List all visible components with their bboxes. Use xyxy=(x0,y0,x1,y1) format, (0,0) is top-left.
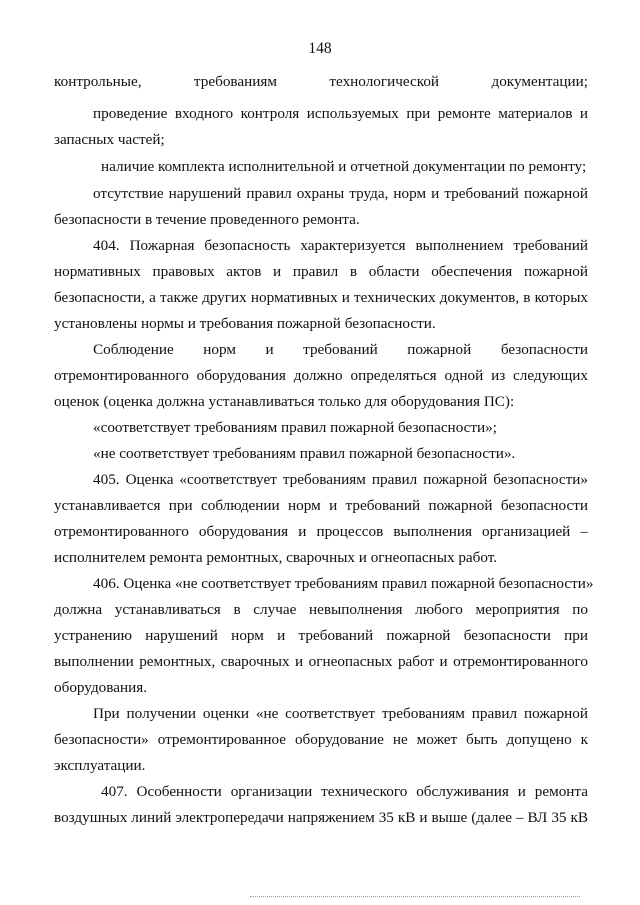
text-line: 405. Оценка «соответствует требованиям правил пожарной безопасности» xyxy=(93,471,588,488)
text-line: исполнителем ремонта ремонтных, сварочных и огнеопасных работ. xyxy=(54,549,498,566)
text-line: контрольные, требованиям технологической документации; xyxy=(54,73,588,90)
text-line: 406. Оценка «не соответствует требованиям правил пожарной безопасности» xyxy=(93,575,594,592)
text-line: 404. Пожарная безопасность характеризуется выполнением требований xyxy=(93,237,588,254)
text-line: безопасности в течение проведенного ремонта. xyxy=(54,211,360,228)
text-line: При получении оценки «не соответствует требованиям правил пожарной xyxy=(93,705,588,722)
text-line: безопасности, а также других нормативных и технических документов, в которых xyxy=(54,289,588,306)
text-line: проведение входного контроля используемых при ремонте материалов и xyxy=(93,105,588,122)
text-line: оборудования. xyxy=(54,679,148,696)
text-line: устранению нарушений норм и требований пожарной безопасности при xyxy=(54,627,588,644)
text-line: Соблюдение норм и требований пожарной безопасности xyxy=(93,341,588,358)
text-line: выполнении ремонтных, сварочных и огнеопасных работ и отремонтированного xyxy=(54,653,588,670)
text-line: должна устанавливаться в случае невыполнения любого мероприятия по xyxy=(54,601,588,618)
text-line: отсутствие нарушений правил охраны труда, норм и требований пожарной xyxy=(93,185,588,202)
text-line: безопасности» отремонтированное оборудование не может быть допущено к xyxy=(54,731,588,748)
text-line: наличие комплекта исполнительной и отчетной документации по ремонту; xyxy=(101,158,587,175)
text-line: воздушных линий электропередачи напряжением 35 кВ и выше (далее – ВЛ 35 кВ xyxy=(54,809,588,826)
page-number: 148 xyxy=(308,40,332,57)
text-line: оценок (оценка должна устанавливаться только для оборудования ПС): xyxy=(54,393,515,410)
text-line: «не соответствует требованиям правил пожарной безопасности». xyxy=(93,445,516,462)
text-line: нормативных правовых актов и правил в области обеспечения пожарной xyxy=(54,263,588,280)
text-line: устанавливается при соблюдении норм и требований пожарной безопасности xyxy=(54,497,588,514)
text-line: «соответствует требованиям правил пожарной безопасности»; xyxy=(93,419,497,436)
text-line: 407. Особенности организации технического обслуживания и ремонта xyxy=(101,783,588,800)
text-line: отремонтированного оборудования должно определяться одной из следующих xyxy=(54,367,588,384)
text-line: установлены нормы и требования пожарной безопасности. xyxy=(54,315,436,332)
text-line: эксплуатации. xyxy=(54,757,146,774)
text-line: запасных частей; xyxy=(54,131,165,148)
scan-artifact xyxy=(250,896,580,898)
text-line: отремонтированного оборудования и процессов выполнения организацией – xyxy=(54,523,588,540)
